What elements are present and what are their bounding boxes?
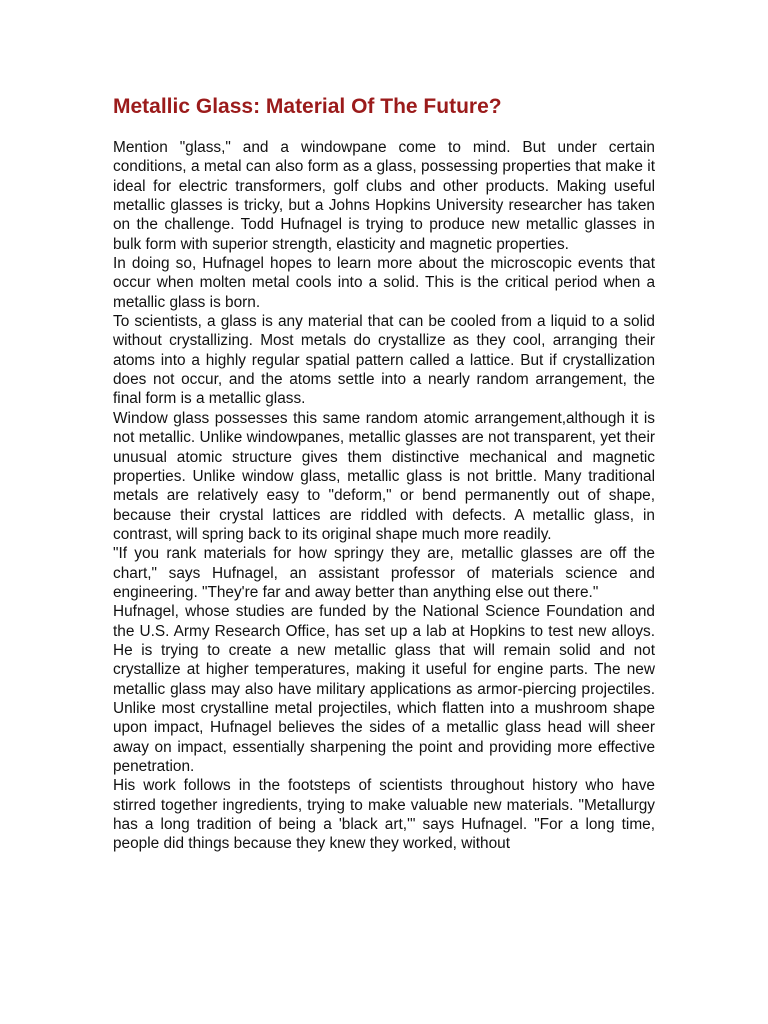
- paragraph: Mention "glass," and a windowpane come to mind. But under certain conditions, a metal can also form as a glass, possessing properties that make it ideal for electric transformers, golf clubs and other products. Making useful metallic glasses is tricky, but a Johns Hopkins University researcher has taken on the challenge. Todd Hufnagel is trying to produce new metallic glasses in bulk form with superior strength, elasticity and magnetic properties.: [113, 139, 655, 253]
- document-page: [113, 93, 655, 854]
- article-body: [113, 138, 655, 854]
- paragraph: Window glass possesses this same random atomic arrangement,although it is not metallic. Unlike windowpanes, metallic glasses are not transparent, yet their unusual atomic structure gives them distinctive mechanical and magnetic properties. Unlike window glass, metallic glass is not brittle. Many traditional metals are relatively easy to "deform," or bend permanently out of shape, because their crystal lattices are riddled with defects. A metallic glass, in contrast, will spring back to its original shape much more readily.: [113, 409, 655, 543]
- paragraph: To scientists, a glass is any material that can be cooled from a liquid to a solid without crystallizing. Most metals do crystallize as they cool, arranging their atoms into a highly regular spatial pattern called a lattice. But if crystallization does not occur, and the atoms settle into a nearly random arrangement, the final form is a metallic glass.: [113, 313, 655, 408]
- article-title: Metallic Glass: Material Of The Future?: [113, 95, 502, 118]
- paragraph: His work follows in the footsteps of scientists throughout history who have stirred together ingredients, trying to make valuable new materials. "Metallurgy has a long tradition of being a 'black art,'" says Hufnagel. "For a long time, people did things because they knew they worked, without: [113, 777, 655, 853]
- paragraph: Hufnagel, whose studies are funded by the National Science Foundation and the U.S. Army Research Office, has set up a lab at Hopkins to test new alloys. He is trying to create a new metallic glass that will remain solid and not crystallize at higher temperatures, making it useful for engine parts. The new metallic glass may also have military applications as armor-piercing projectiles. Unlike most crystalline metal projectiles, which flatten into a mushroom shape upon impact, Hufnagel believes the sides of a metallic glass head will sheer away on impact, essentially sharpening the point and providing more effective penetration.: [113, 603, 655, 775]
- paragraph: In doing so, Hufnagel hopes to learn more about the microscopic events that occur when molten metal cools into a solid. This is the critical period when a metallic glass is born.: [113, 255, 655, 311]
- paragraph: "If you rank materials for how springy they are, metallic glasses are off the chart," says Hufnagel, an assistant professor of materials science and engineering. "They're far and away better than anything else out there.": [113, 545, 655, 601]
